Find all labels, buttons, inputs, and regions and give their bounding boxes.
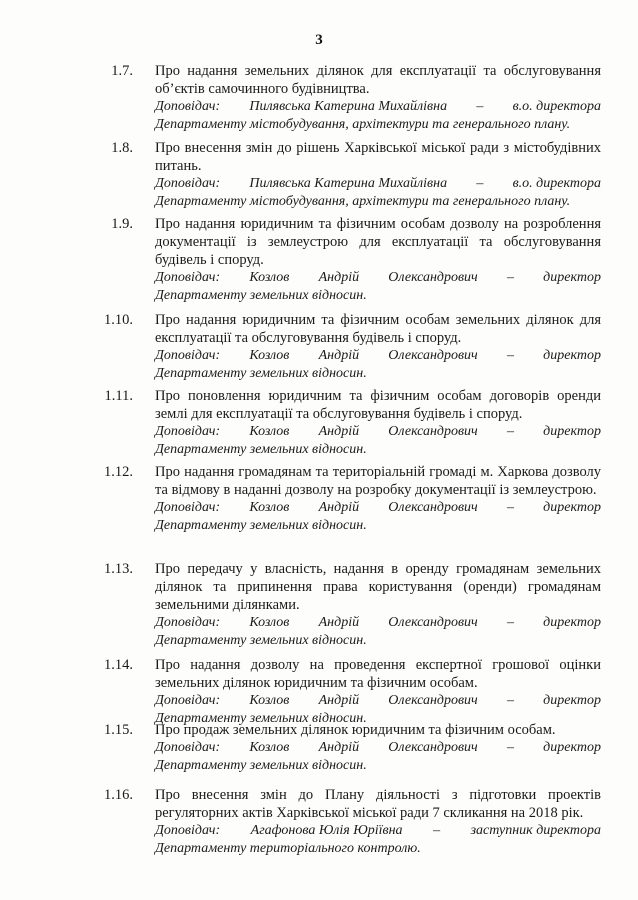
- speaker-dash: –: [506, 693, 514, 708]
- speaker-line: [155, 822, 601, 840]
- item-body: [155, 721, 601, 775]
- speaker-dash: –: [433, 823, 441, 838]
- speaker-label: Доповідач:: [155, 693, 221, 708]
- speaker-first-name: Андрій: [318, 348, 360, 363]
- speaker-line: [155, 98, 601, 116]
- speaker-name: Агафонова Юлія Юріївна: [250, 823, 403, 838]
- speaker-line: [155, 269, 601, 287]
- item-title: Про надання юридичним та фізичним особам дозволу на розроблення документації із землеустрою для експлуатації та обслуговування будівель і споруд.: [155, 216, 601, 268]
- speaker-role: директор: [543, 615, 601, 630]
- speaker-first-name: Андрій: [318, 424, 360, 439]
- item-title: Про надання дозволу на проведення експертної грошової оцінки земельних ділянок юридичним та фізичним особам.: [155, 657, 601, 691]
- speaker-patronymic: Олександрович: [388, 270, 478, 285]
- item-title: Про надання громадянам та територіальній громаді м. Харкова дозволу та відмову в наданні дозволу на розробку документації із землеустрою.: [155, 464, 601, 498]
- speaker-dash: –: [506, 348, 514, 363]
- speaker-patronymic: Олександрович: [388, 693, 478, 708]
- speaker-first-name: Андрій: [318, 500, 360, 515]
- item-body: [155, 463, 601, 535]
- speaker-dash: –: [506, 500, 514, 515]
- speaker-line: [155, 347, 601, 365]
- item-body: [155, 139, 601, 211]
- page-number: 3: [315, 32, 323, 48]
- speaker-line: [155, 175, 601, 193]
- speaker-dash: –: [506, 424, 514, 439]
- speaker-first-name: Андрій: [318, 270, 360, 285]
- speaker-patronymic: Олександрович: [388, 740, 478, 755]
- speaker-dash: –: [506, 740, 514, 755]
- item-body: [155, 387, 601, 459]
- item-body: [155, 62, 601, 134]
- speaker-surname: Козлов: [249, 270, 290, 285]
- item-number: 1.13.: [104, 561, 133, 577]
- item-number: 1.8.: [111, 140, 133, 156]
- item-number: 1.10.: [104, 312, 133, 328]
- speaker-surname: Козлов: [249, 740, 290, 755]
- item-body: [155, 560, 601, 650]
- speaker-department: Департаменту містобудування, архітектури та генерального плану.: [155, 194, 571, 209]
- item-number: 1.11.: [104, 388, 133, 404]
- speaker-label: Доповідач:: [155, 615, 221, 630]
- speaker-label: Доповідач:: [155, 823, 221, 838]
- item-number: 1.16.: [104, 787, 133, 803]
- speaker-dash: –: [476, 176, 484, 191]
- speaker-department: Департаменту земельних відносин.: [155, 288, 367, 303]
- item-body: [155, 311, 601, 383]
- item-number: 1.14.: [104, 657, 133, 673]
- speaker-role: заступник директора: [470, 823, 601, 838]
- speaker-label: Доповідач:: [155, 424, 221, 439]
- speaker-department: Департаменту територіального контролю.: [155, 841, 421, 856]
- speaker-role: в.о. директора: [512, 176, 601, 191]
- speaker-label: Доповідач:: [155, 99, 221, 114]
- speaker-line: [155, 499, 601, 517]
- speaker-line: [155, 423, 601, 441]
- speaker-patronymic: Олександрович: [388, 348, 478, 363]
- speaker-label: Доповідач:: [155, 500, 221, 515]
- speaker-surname: Козлов: [249, 500, 290, 515]
- speaker-label: Доповідач:: [155, 176, 221, 191]
- speaker-department: Департаменту земельних відносин.: [155, 442, 367, 457]
- speaker-patronymic: Олександрович: [388, 424, 478, 439]
- speaker-line: [155, 739, 601, 757]
- speaker-department: Департаменту земельних відносин.: [155, 366, 367, 381]
- item-title: Про надання юридичним та фізичним особам земельних ділянок для експлуатації та обслуговування будівель і споруд.: [155, 312, 601, 346]
- item-title: Про внесення змін до рішень Харківської міської ради з містобудівних питань.: [155, 140, 601, 174]
- speaker-label: Доповідач:: [155, 270, 221, 285]
- item-body: [155, 215, 601, 305]
- speaker-dash: –: [476, 99, 484, 114]
- speaker-department: Департаменту земельних відносин.: [155, 633, 367, 648]
- speaker-role: в.о. директора: [512, 99, 601, 114]
- speaker-first-name: Андрій: [318, 740, 360, 755]
- speaker-role: директор: [543, 693, 601, 708]
- speaker-dash: –: [506, 270, 514, 285]
- item-number: 1.9.: [111, 216, 133, 232]
- speaker-first-name: Андрій: [318, 693, 360, 708]
- speaker-label: Доповідач:: [155, 348, 221, 363]
- speaker-role: директор: [543, 348, 601, 363]
- speaker-role: директор: [543, 740, 601, 755]
- item-number: 1.12.: [104, 464, 133, 480]
- item-body: [155, 786, 601, 858]
- item-body: [155, 656, 601, 728]
- speaker-department: Департаменту земельних відносин.: [155, 711, 367, 726]
- item-title: Про продаж земельних ділянок юридичним та фізичним особам.: [155, 722, 556, 738]
- speaker-name: Пилявська Катерина Михайлівна: [249, 176, 448, 191]
- item-title: Про передачу у власність, надання в оренду громадянам земельних ділянок та припинення права користування (оренди) громадянам земельними ділянками.: [155, 561, 601, 613]
- item-number: 1.7.: [111, 63, 133, 79]
- speaker-department: Департаменту земельних відносин.: [155, 758, 367, 773]
- item-title: Про поновлення юридичним та фізичним особам договорів оренди землі для експлуатації та обслуговування будівель і споруд.: [155, 388, 601, 422]
- item-title: Про внесення змін до Плану діяльності з підготовки проектів регуляторних актів Харківської міської ради 7 скликання на 2018 рік.: [155, 787, 601, 821]
- speaker-surname: Козлов: [249, 424, 290, 439]
- speaker-surname: Козлов: [249, 348, 290, 363]
- speaker-role: директор: [543, 270, 601, 285]
- speaker-dash: –: [506, 615, 514, 630]
- speaker-name: Пилявська Катерина Михайлівна: [249, 99, 448, 114]
- speaker-line: [155, 692, 601, 710]
- speaker-label: Доповідач:: [155, 740, 221, 755]
- speaker-line: [155, 614, 601, 632]
- item-title: Про надання земельних ділянок для експлуатації та обслуговування об’єктів самочинного будівництва.: [155, 63, 601, 97]
- speaker-patronymic: Олександрович: [388, 615, 478, 630]
- speaker-first-name: Андрій: [318, 615, 360, 630]
- speaker-role: директор: [543, 500, 601, 515]
- speaker-department: Департаменту земельних відносин.: [155, 518, 367, 533]
- item-number: 1.15.: [104, 722, 133, 738]
- speaker-surname: Козлов: [249, 693, 290, 708]
- speaker-surname: Козлов: [249, 615, 290, 630]
- speaker-department: Департаменту містобудування, архітектури та генерального плану.: [155, 117, 571, 132]
- speaker-patronymic: Олександрович: [388, 500, 478, 515]
- speaker-role: директор: [543, 424, 601, 439]
